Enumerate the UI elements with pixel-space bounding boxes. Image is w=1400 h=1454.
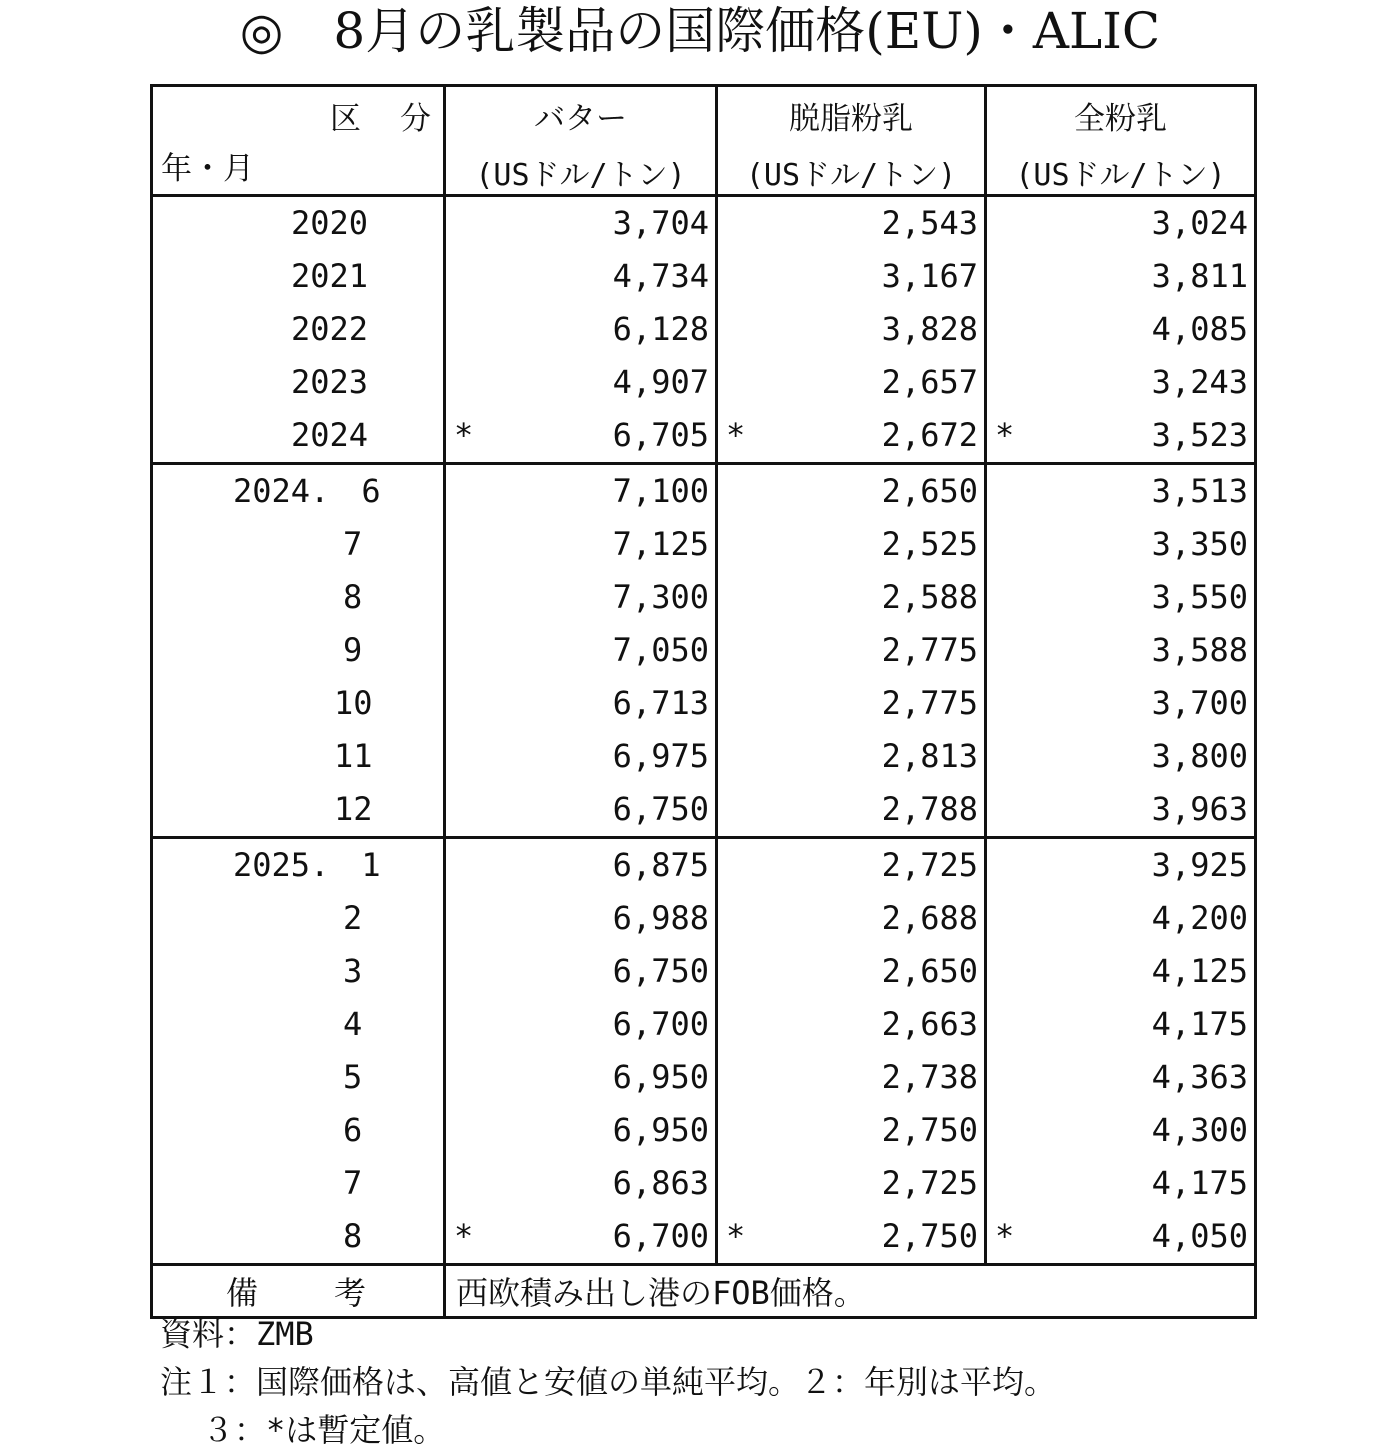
wmp-price-cell <box>986 677 1256 730</box>
smp-value: 2,657 <box>881 363 978 401</box>
header-smp-unit: (USドル/トン) <box>745 158 957 193</box>
smp-price-cell <box>717 1104 986 1157</box>
butter-value: 6,875 <box>612 846 709 884</box>
period-cell: 12 <box>152 783 445 838</box>
wmp-price-cell <box>986 303 1256 356</box>
smp-value: 3,828 <box>881 310 978 348</box>
smp-value: 2,650 <box>881 472 978 510</box>
butter-value: 6,705 <box>612 416 709 454</box>
header-wmp-name: 全粉乳 <box>1074 101 1167 137</box>
header-butter <box>445 86 717 196</box>
footnotes <box>160 1310 1056 1454</box>
wmp-value: 4,175 <box>1151 1164 1248 1202</box>
header-smp-name: 脱脂粉乳 <box>789 101 913 137</box>
table-row <box>152 892 1256 945</box>
smp-price-cell <box>717 518 986 571</box>
smp-price-cell <box>717 783 986 838</box>
smp-price-cell <box>717 250 986 303</box>
wmp-value: 3,800 <box>1151 737 1248 775</box>
table-row <box>152 1157 1256 1210</box>
butter-value: 6,863 <box>612 1164 709 1202</box>
butter-value: 6,950 <box>612 1111 709 1149</box>
period-cell: 11 <box>152 730 445 783</box>
wmp-value: 3,350 <box>1151 525 1248 563</box>
period-cell: 2022 <box>152 303 445 356</box>
butter-value: 6,700 <box>612 1217 709 1255</box>
wmp-price-cell <box>986 518 1256 571</box>
provisional-mark: * <box>454 416 474 454</box>
table-row <box>152 571 1256 624</box>
butter-value: 6,713 <box>612 684 709 722</box>
table-header-row <box>152 86 1256 196</box>
wmp-value: 3,588 <box>1151 631 1248 669</box>
page-title: ◎ 8月の乳製品の国際価格(EU)・ALIC <box>239 2 1161 60</box>
butter-value: 6,700 <box>612 1005 709 1043</box>
wmp-price-cell <box>986 1157 1256 1210</box>
smp-value: 3,167 <box>881 257 978 295</box>
butter-value: 6,750 <box>612 952 709 990</box>
wmp-price-cell <box>986 730 1256 783</box>
period-cell: 8 <box>152 571 445 624</box>
wmp-value: 4,363 <box>1151 1058 1248 1096</box>
table-body <box>152 196 1256 1265</box>
smp-value: 2,725 <box>881 1164 978 1202</box>
butter-price-cell <box>445 1157 717 1210</box>
smp-value: 2,663 <box>881 1005 978 1043</box>
wmp-price-cell <box>986 196 1256 251</box>
smp-value: 2,725 <box>881 846 978 884</box>
smp-value: 2,650 <box>881 952 978 990</box>
butter-price-cell <box>445 838 717 893</box>
period-cell: 10 <box>152 677 445 730</box>
header-skim-milk-powder <box>717 86 986 196</box>
table-row <box>152 1210 1256 1265</box>
wmp-price-cell <box>986 356 1256 409</box>
wmp-value: 4,125 <box>1151 952 1248 990</box>
table-row <box>152 677 1256 730</box>
smp-price-cell <box>717 1051 986 1104</box>
butter-price-cell <box>445 624 717 677</box>
butter-value: 4,734 <box>612 257 709 295</box>
period-cell: 2024. 6 <box>152 464 445 519</box>
smp-value: 2,688 <box>881 899 978 937</box>
table-row <box>152 624 1256 677</box>
smp-price-cell <box>717 730 986 783</box>
smp-value: 2,543 <box>881 204 978 242</box>
smp-price-cell <box>717 571 986 624</box>
smp-price-cell <box>717 677 986 730</box>
smp-price-cell <box>717 1210 986 1265</box>
smp-value: 2,525 <box>881 525 978 563</box>
wmp-value: 3,550 <box>1151 578 1248 616</box>
table-row <box>152 945 1256 998</box>
table-row <box>152 838 1256 893</box>
butter-value: 6,950 <box>612 1058 709 1096</box>
price-table <box>150 84 1257 1319</box>
smp-price-cell <box>717 998 986 1051</box>
butter-price-cell <box>445 409 717 464</box>
table-row <box>152 409 1256 464</box>
table-row <box>152 730 1256 783</box>
smp-price-cell <box>717 892 986 945</box>
period-cell: 2023 <box>152 356 445 409</box>
period-cell: 9 <box>152 624 445 677</box>
butter-value: 6,988 <box>612 899 709 937</box>
butter-price-cell <box>445 945 717 998</box>
wmp-value: 3,523 <box>1151 416 1248 454</box>
period-cell: 2025. 1 <box>152 838 445 893</box>
source-note: 資料：ZMB <box>160 1315 314 1353</box>
wmp-price-cell <box>986 998 1256 1051</box>
smp-value: 2,788 <box>881 790 978 828</box>
wmp-price-cell <box>986 1051 1256 1104</box>
smp-price-cell <box>717 945 986 998</box>
period-cell: 3 <box>152 945 445 998</box>
table-row <box>152 1051 1256 1104</box>
wmp-price-cell <box>986 409 1256 464</box>
butter-value: 6,750 <box>612 790 709 828</box>
butter-value: 7,100 <box>612 472 709 510</box>
table-row <box>152 464 1256 519</box>
wmp-value: 3,513 <box>1151 472 1248 510</box>
wmp-value: 4,200 <box>1151 899 1248 937</box>
wmp-value: 3,024 <box>1151 204 1248 242</box>
period-cell: 2020 <box>152 196 445 251</box>
header-whole-milk-powder <box>986 86 1256 196</box>
wmp-value: 3,963 <box>1151 790 1248 828</box>
remarks-text: 西欧積み出し港のFOB価格。 <box>445 1265 1256 1318</box>
table-row <box>152 303 1256 356</box>
wmp-price-cell <box>986 624 1256 677</box>
butter-price-cell <box>445 303 717 356</box>
wmp-price-cell <box>986 571 1256 624</box>
header-category-cell <box>152 86 445 196</box>
butter-price-cell <box>445 1104 717 1157</box>
wmp-price-cell <box>986 464 1256 519</box>
smp-value: 2,750 <box>881 1217 978 1255</box>
wmp-price-cell <box>986 1104 1256 1157</box>
note-3: ３：*は暫定値。 <box>202 1411 446 1449</box>
smp-value: 2,588 <box>881 578 978 616</box>
wmp-price-cell <box>986 892 1256 945</box>
wmp-price-cell <box>986 783 1256 838</box>
butter-price-cell <box>445 196 717 251</box>
period-cell: 8 <box>152 1210 445 1265</box>
butter-price-cell <box>445 730 717 783</box>
smp-price-cell <box>717 1157 986 1210</box>
table-row <box>152 250 1256 303</box>
butter-price-cell <box>445 677 717 730</box>
wmp-value: 4,085 <box>1151 310 1248 348</box>
butter-price-cell <box>445 356 717 409</box>
period-cell: 5 <box>152 1051 445 1104</box>
butter-price-cell <box>445 1210 717 1265</box>
period-cell: 2 <box>152 892 445 945</box>
butter-price-cell <box>445 1051 717 1104</box>
butter-value: 3,704 <box>612 204 709 242</box>
header-year-month: 年・月 <box>161 151 254 187</box>
provisional-mark: * <box>995 416 1015 454</box>
smp-price-cell <box>717 464 986 519</box>
table-row <box>152 1104 1256 1157</box>
header-butter-name: バター <box>534 101 627 137</box>
butter-value: 6,975 <box>612 737 709 775</box>
provisional-mark: * <box>454 1217 474 1255</box>
period-cell: 6 <box>152 1104 445 1157</box>
table-row <box>152 998 1256 1051</box>
butter-price-cell <box>445 783 717 838</box>
smp-value: 2,738 <box>881 1058 978 1096</box>
note-1: 注１：国際価格は、高値と安値の単純平均。２：年別は平均。 <box>160 1363 1057 1401</box>
butter-value: 6,128 <box>612 310 709 348</box>
wmp-value: 3,811 <box>1151 257 1248 295</box>
provisional-mark: * <box>726 1217 746 1255</box>
header-wmp-unit: (USドル/トン) <box>1015 158 1226 193</box>
smp-price-cell <box>717 303 986 356</box>
butter-price-cell <box>445 571 717 624</box>
wmp-price-cell <box>986 1210 1256 1265</box>
wmp-value: 4,050 <box>1151 1217 1248 1255</box>
period-cell: 2021 <box>152 250 445 303</box>
table-row <box>152 518 1256 571</box>
butter-price-cell <box>445 250 717 303</box>
butter-value: 7,050 <box>612 631 709 669</box>
smp-price-cell <box>717 624 986 677</box>
remarks-label: 備 考 <box>152 1265 445 1318</box>
butter-price-cell <box>445 518 717 571</box>
period-cell: 7 <box>152 1157 445 1210</box>
period-cell: 2024 <box>152 409 445 464</box>
wmp-value: 4,300 <box>1151 1111 1248 1149</box>
butter-price-cell <box>445 998 717 1051</box>
butter-value: 7,125 <box>612 525 709 563</box>
wmp-price-cell <box>986 945 1256 998</box>
header-butter-unit: (USドル/トン) <box>475 158 686 193</box>
butter-value: 4,907 <box>612 363 709 401</box>
smp-value: 2,672 <box>881 416 978 454</box>
table-row <box>152 356 1256 409</box>
period-cell: 7 <box>152 518 445 571</box>
table-row <box>152 783 1256 838</box>
wmp-price-cell <box>986 250 1256 303</box>
wmp-value: 4,175 <box>1151 1005 1248 1043</box>
smp-price-cell <box>717 196 986 251</box>
wmp-value: 3,243 <box>1151 363 1248 401</box>
butter-value: 7,300 <box>612 578 709 616</box>
wmp-value: 3,925 <box>1151 846 1248 884</box>
butter-price-cell <box>445 892 717 945</box>
wmp-price-cell <box>986 838 1256 893</box>
smp-value: 2,750 <box>881 1111 978 1149</box>
smp-value: 2,775 <box>881 631 978 669</box>
header-kubun: 区 分 <box>330 101 435 137</box>
smp-price-cell <box>717 356 986 409</box>
period-cell: 4 <box>152 998 445 1051</box>
smp-value: 2,775 <box>881 684 978 722</box>
smp-price-cell <box>717 409 986 464</box>
smp-value: 2,813 <box>881 737 978 775</box>
wmp-value: 3,700 <box>1151 684 1248 722</box>
table-row <box>152 196 1256 251</box>
provisional-mark: * <box>995 1217 1015 1255</box>
smp-price-cell <box>717 838 986 893</box>
provisional-mark: * <box>726 416 746 454</box>
butter-price-cell <box>445 464 717 519</box>
